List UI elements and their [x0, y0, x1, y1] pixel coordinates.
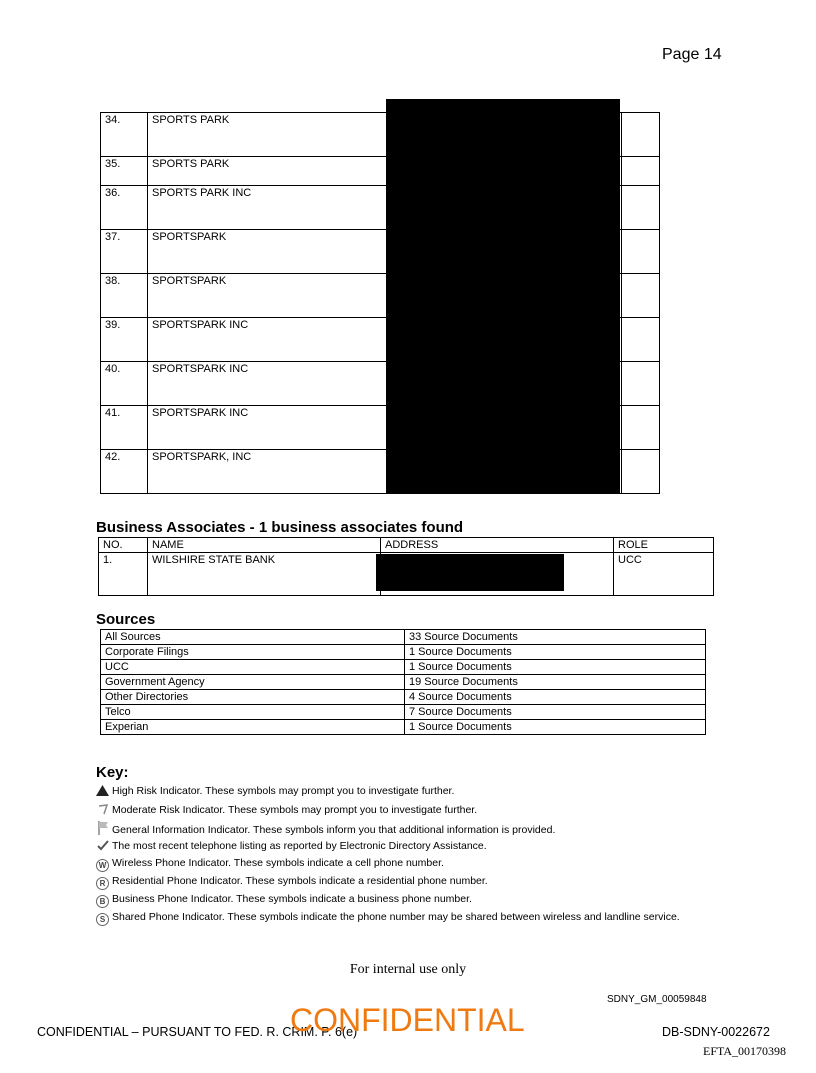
key-heading: Key:	[96, 764, 129, 781]
associate-name: WILSHIRE STATE BANK	[148, 553, 381, 596]
entity-name: SPORTSPARK	[148, 230, 388, 274]
shared-phone-icon: S	[96, 913, 109, 926]
entity-extra	[622, 113, 660, 157]
internal-use-note: For internal use only	[349, 962, 467, 977]
entity-extra	[622, 450, 660, 494]
col-address: ADDRESS	[381, 538, 614, 553]
key-item: Moderate Risk Indicator. These symbols may prompt you to investigate further.	[96, 803, 716, 817]
wireless-phone-icon: W	[96, 859, 109, 872]
row-number: 37.	[101, 230, 148, 274]
associate-role: UCC	[614, 553, 714, 596]
entity-name: SPORTSPARK INC	[148, 362, 388, 406]
entity-extra	[622, 274, 660, 318]
entity-extra	[622, 406, 660, 450]
bates-sdny: SDNY_GM_00059848	[607, 994, 707, 1005]
key-item: General Information Indicator. These symbols inform you that additional information is provided.	[96, 821, 716, 837]
confidential-stamp: CONFIDENTIAL	[290, 1002, 525, 1038]
bates-db: DB-SDNY-0022672	[662, 1025, 770, 1039]
entity-extra	[622, 157, 660, 186]
source-count: 33 Source Documents	[405, 630, 706, 645]
source-count: 1 Source Documents	[405, 720, 706, 735]
entity-extra	[622, 186, 660, 230]
source-label: Corporate Filings	[101, 645, 405, 660]
entity-name: SPORTSPARK, INC	[148, 450, 388, 494]
row-number: 40.	[101, 362, 148, 406]
associates-heading: Business Associates - 1 business associates found	[96, 519, 464, 536]
confidential-notice: CONFIDENTIAL – PURSUANT TO FED. R. CRIM. P. 6(e)	[37, 1025, 358, 1039]
entity-extra	[622, 318, 660, 362]
key-item: B Business Phone Indicator. These symbols indicate a business phone number.	[96, 893, 716, 908]
row-number: 42.	[101, 450, 148, 494]
key-item: S Shared Phone Indicator. These symbols indicate the phone number may be shared between wireless and landline service.	[96, 911, 716, 926]
row-number: 41.	[101, 406, 148, 450]
redaction-block	[376, 554, 564, 591]
entity-extra	[622, 362, 660, 406]
page-number: Page 14	[662, 46, 722, 63]
source-count: 4 Source Documents	[405, 690, 706, 705]
row-number: 36.	[101, 186, 148, 230]
source-count: 7 Source Documents	[405, 705, 706, 720]
source-count: 1 Source Documents	[405, 645, 706, 660]
key-item: W Wireless Phone Indicator. These symbols indicate a cell phone number.	[96, 857, 716, 872]
table-row	[101, 645, 706, 660]
table-row	[101, 690, 706, 705]
check-icon	[96, 839, 109, 851]
residential-phone-icon: R	[96, 877, 109, 890]
sources-table	[100, 629, 706, 735]
redaction-block	[386, 99, 620, 493]
source-label: Telco	[101, 705, 405, 720]
table-row	[101, 675, 706, 690]
source-label: All Sources	[101, 630, 405, 645]
row-number: 35.	[101, 157, 148, 186]
table-row	[101, 630, 706, 645]
associates-header-row	[99, 538, 714, 553]
key-item: R Residential Phone Indicator. These symbols indicate a residential phone number.	[96, 875, 716, 890]
source-label: Government Agency	[101, 675, 405, 690]
source-label: Other Directories	[101, 690, 405, 705]
associate-no: 1.	[99, 553, 148, 596]
entity-name: SPORTSPARK INC	[148, 318, 388, 362]
entity-name: SPORTSPARK INC	[148, 406, 388, 450]
entity-name: SPORTS PARK INC	[148, 186, 388, 230]
col-name: NAME	[148, 538, 381, 553]
row-number: 39.	[101, 318, 148, 362]
entity-name: SPORTS PARK	[148, 113, 388, 157]
col-role: ROLE	[614, 538, 714, 553]
key-item: The most recent telephone listing as reported by Electronic Directory Assistance.	[96, 839, 716, 853]
bates-efta: EFTA_00170398	[703, 1044, 787, 1058]
row-number: 38.	[101, 274, 148, 318]
sources-heading: Sources	[96, 611, 156, 628]
source-count: 19 Source Documents	[405, 675, 706, 690]
key-item: High Risk Indicator. These symbols may prompt you to investigate further.	[96, 785, 716, 798]
high-risk-icon	[96, 785, 109, 797]
source-count: 1 Source Documents	[405, 660, 706, 675]
entity-name: SPORTS PARK	[148, 157, 388, 186]
source-label: UCC	[101, 660, 405, 675]
moderate-risk-icon	[96, 803, 109, 815]
col-no: NO.	[99, 538, 148, 553]
business-phone-icon: B	[96, 895, 109, 908]
table-row	[101, 660, 706, 675]
row-number: 34.	[101, 113, 148, 157]
table-row	[101, 705, 706, 720]
entity-extra	[622, 230, 660, 274]
flag-icon	[96, 821, 109, 833]
entity-name: SPORTSPARK	[148, 274, 388, 318]
table-row	[101, 720, 706, 735]
source-label: Experian	[101, 720, 405, 735]
